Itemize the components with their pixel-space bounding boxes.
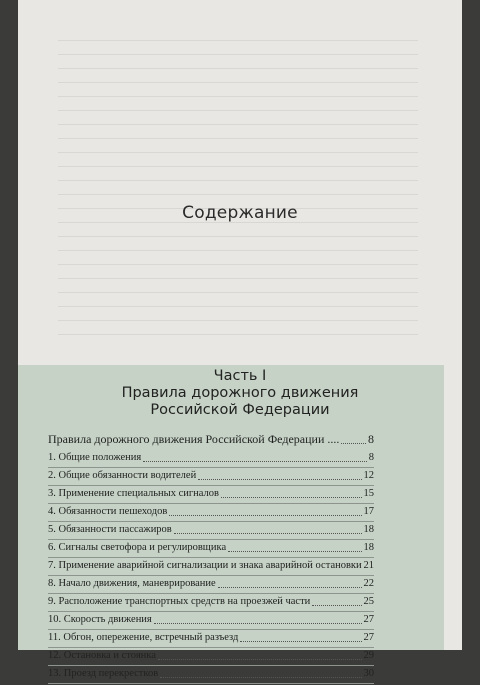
toc-entry-title: 8. Начало движения, маневрирование bbox=[48, 578, 216, 589]
toc-entry[interactable] bbox=[48, 631, 374, 648]
toc-entry-title: 5. Обязанности пассажиров bbox=[48, 524, 172, 535]
leader-dots bbox=[169, 515, 361, 516]
toc-entry-title: Правила дорожного движения Российской Федерации .... bbox=[48, 432, 340, 446]
toc-entry-page: 18 bbox=[363, 524, 374, 535]
toc-entry[interactable] bbox=[48, 577, 374, 594]
leader-dots bbox=[218, 587, 362, 588]
toc-entry-page: 18 bbox=[363, 542, 374, 553]
toc-entry-page: 8 bbox=[368, 452, 374, 463]
toc-entry-title: 2. Общие обязанности водителей bbox=[48, 470, 197, 481]
part-title-line2: Российской Федерации bbox=[150, 402, 330, 418]
toc-entry-title: 11. Обгон, опережение, встречный разъезд bbox=[48, 632, 239, 643]
leader-dots bbox=[240, 641, 361, 642]
part-number: Часть I bbox=[213, 368, 267, 384]
leader-dots bbox=[143, 461, 367, 462]
leader-dots bbox=[158, 659, 362, 660]
toc-entry-title: 9. Расположение транспортных средств на проезжей части bbox=[48, 596, 311, 607]
leader-dots bbox=[221, 497, 362, 498]
toc-entry-title: 7. Применение аварийной сигнализации и знака аварийной остановки bbox=[48, 560, 362, 571]
toc-entry-page: 21 bbox=[363, 560, 374, 571]
toc-entry-title: 3. Применение специальных сигналов bbox=[48, 488, 219, 499]
toc-entry-page: 8 bbox=[368, 432, 374, 446]
toc-entry[interactable] bbox=[48, 667, 374, 684]
part-title-line1: Правила дорожного движения bbox=[121, 385, 359, 401]
toc-entry-page: 29 bbox=[363, 650, 374, 661]
leader-dots bbox=[228, 551, 361, 552]
toc-entry[interactable] bbox=[48, 523, 374, 540]
toc-entry-title: 13. Проезд перекрестков bbox=[48, 668, 159, 679]
toc-entry[interactable] bbox=[48, 451, 374, 468]
toc-entry[interactable] bbox=[48, 559, 374, 576]
toc-entry-title: 6. Сигналы светофора и регулировщика bbox=[48, 542, 227, 553]
leader-dots bbox=[312, 605, 361, 606]
leader-dots bbox=[174, 533, 362, 534]
bleed-through-text bbox=[58, 40, 418, 340]
leader-dots bbox=[341, 443, 366, 444]
toc-entry[interactable] bbox=[48, 432, 374, 449]
toc-entry[interactable] bbox=[48, 649, 374, 666]
toc-entry-title: 10. Скорость движения bbox=[48, 614, 152, 625]
leader-dots bbox=[198, 479, 361, 480]
toc-entry-title: 4. Обязанности пешеходов bbox=[48, 506, 168, 517]
toc-entry[interactable] bbox=[48, 595, 374, 612]
leader-dots bbox=[154, 623, 362, 624]
toc-entry[interactable] bbox=[48, 487, 374, 504]
toc-entry-page: 15 bbox=[363, 488, 374, 499]
toc-entry-page: 12 bbox=[363, 470, 374, 481]
toc-entry-page: 17 bbox=[363, 506, 374, 517]
toc-entry-page: 30 bbox=[363, 668, 374, 679]
toc-entry-title: 1. Общие положения bbox=[48, 452, 142, 463]
toc-entry-page: 27 bbox=[363, 614, 374, 625]
toc-entry[interactable] bbox=[48, 613, 374, 630]
toc-entry-title: 12. Остановка и стоянка bbox=[48, 650, 156, 661]
toc-entry-page: 22 bbox=[363, 578, 374, 589]
leader-dots bbox=[160, 677, 361, 678]
toc-entry-page: 27 bbox=[363, 632, 374, 643]
toc-entry-page: 25 bbox=[363, 596, 374, 607]
toc-entry[interactable] bbox=[48, 469, 374, 486]
toc-list bbox=[48, 432, 374, 685]
toc-entry[interactable] bbox=[48, 541, 374, 558]
contents-heading: Содержание bbox=[182, 203, 298, 223]
part-heading bbox=[0, 368, 480, 419]
toc-entry[interactable] bbox=[48, 505, 374, 522]
